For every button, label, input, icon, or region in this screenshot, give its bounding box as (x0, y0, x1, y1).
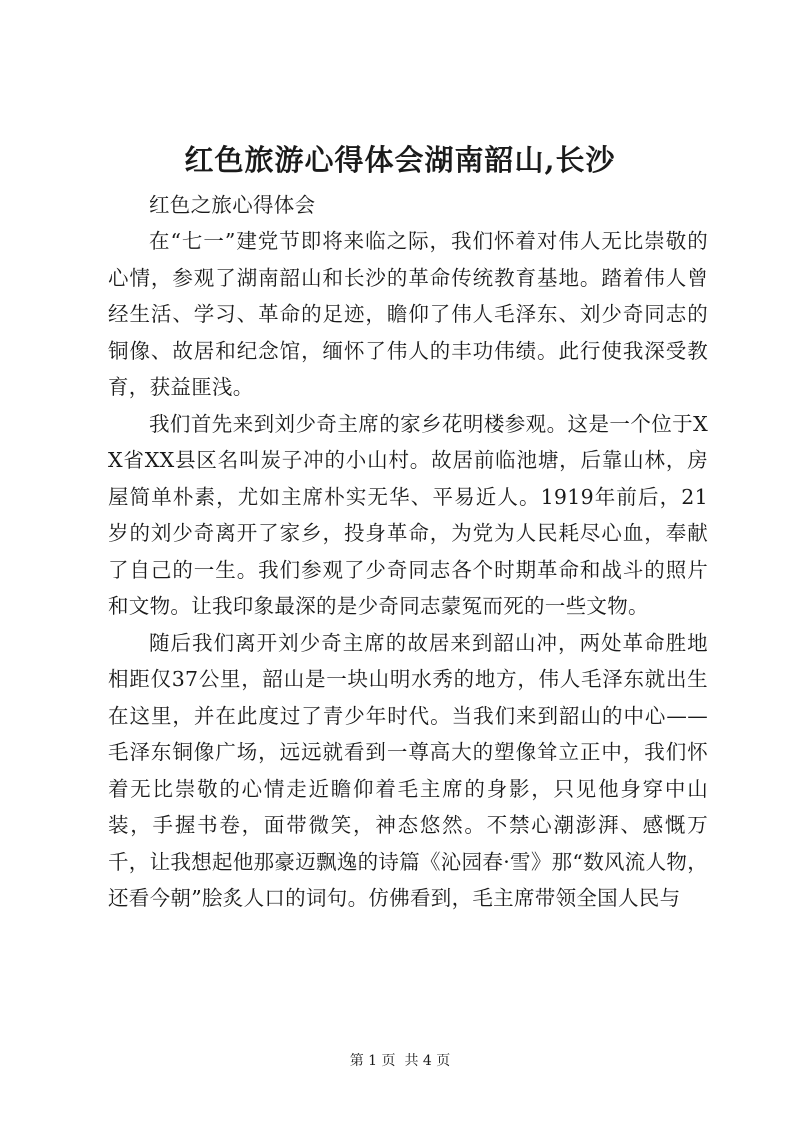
paragraph-3: 随后我们离开刘少奇主席的故居来到韶山冲，两处革命胜地相距仅37公里，韶山是一块山明水秀的地方，伟人毛泽东就出生在这里，并在此度过了青少年时代。当我们来到韶山的中心——毛泽东铜像广场，远远就看到一尊高大的塑像耸立正中，我们怀着无比崇敬的心情走近瞻仰着毛主席的身影，只见他身穿中山装，手握书卷，面带微笑，神态悠然。不禁心潮澎湃、感慨万千，让我想起他那豪迈飘逸的诗篇《沁园春·雪》那“数风流人物，还看今朝”脍炙人口的词句。仿佛看到，毛主席带领全国人民与 (108, 630, 708, 910)
page-footer (0, 1052, 800, 1070)
paragraph-2: 我们首先来到刘少奇主席的家乡花明楼参观。这是一个位于XX省XX县区名叫炭子冲的小山村。故居前临池塘，后靠山林，房屋简单朴素，尤如主席朴实无华、平易近人。1919年前后，21岁的刘少奇离开了家乡，投身革命，为党为人民耗尽心血，奉献了自己的一生。我们参观了少奇同志各个时期革命和战斗的照片和文物。让我印象最深的是少奇同志蒙冤而死的一些文物。 (108, 411, 708, 618)
document-subtitle: 红色之旅心得体会 (149, 193, 316, 217)
document-body (108, 187, 708, 917)
paragraph-1: 在“七一”建党节即将来临之际，我们怀着对伟人无比崇敬的心情，参观了湖南韶山和长沙的革命传统教育基地。踏着伟人曾经生活、学习、革命的足迹，瞻仰了伟人毛泽东、刘少奇同志的铜像、故居和纪念馆，缅怀了伟人的丰功伟绩。此行使我深受教育，获益匪浅。 (108, 229, 708, 399)
page-number-label: 第 1 页 共 4 页 (349, 1053, 451, 1069)
document-title: 红色旅游心得体会湖南韶山,长沙 (184, 143, 616, 177)
